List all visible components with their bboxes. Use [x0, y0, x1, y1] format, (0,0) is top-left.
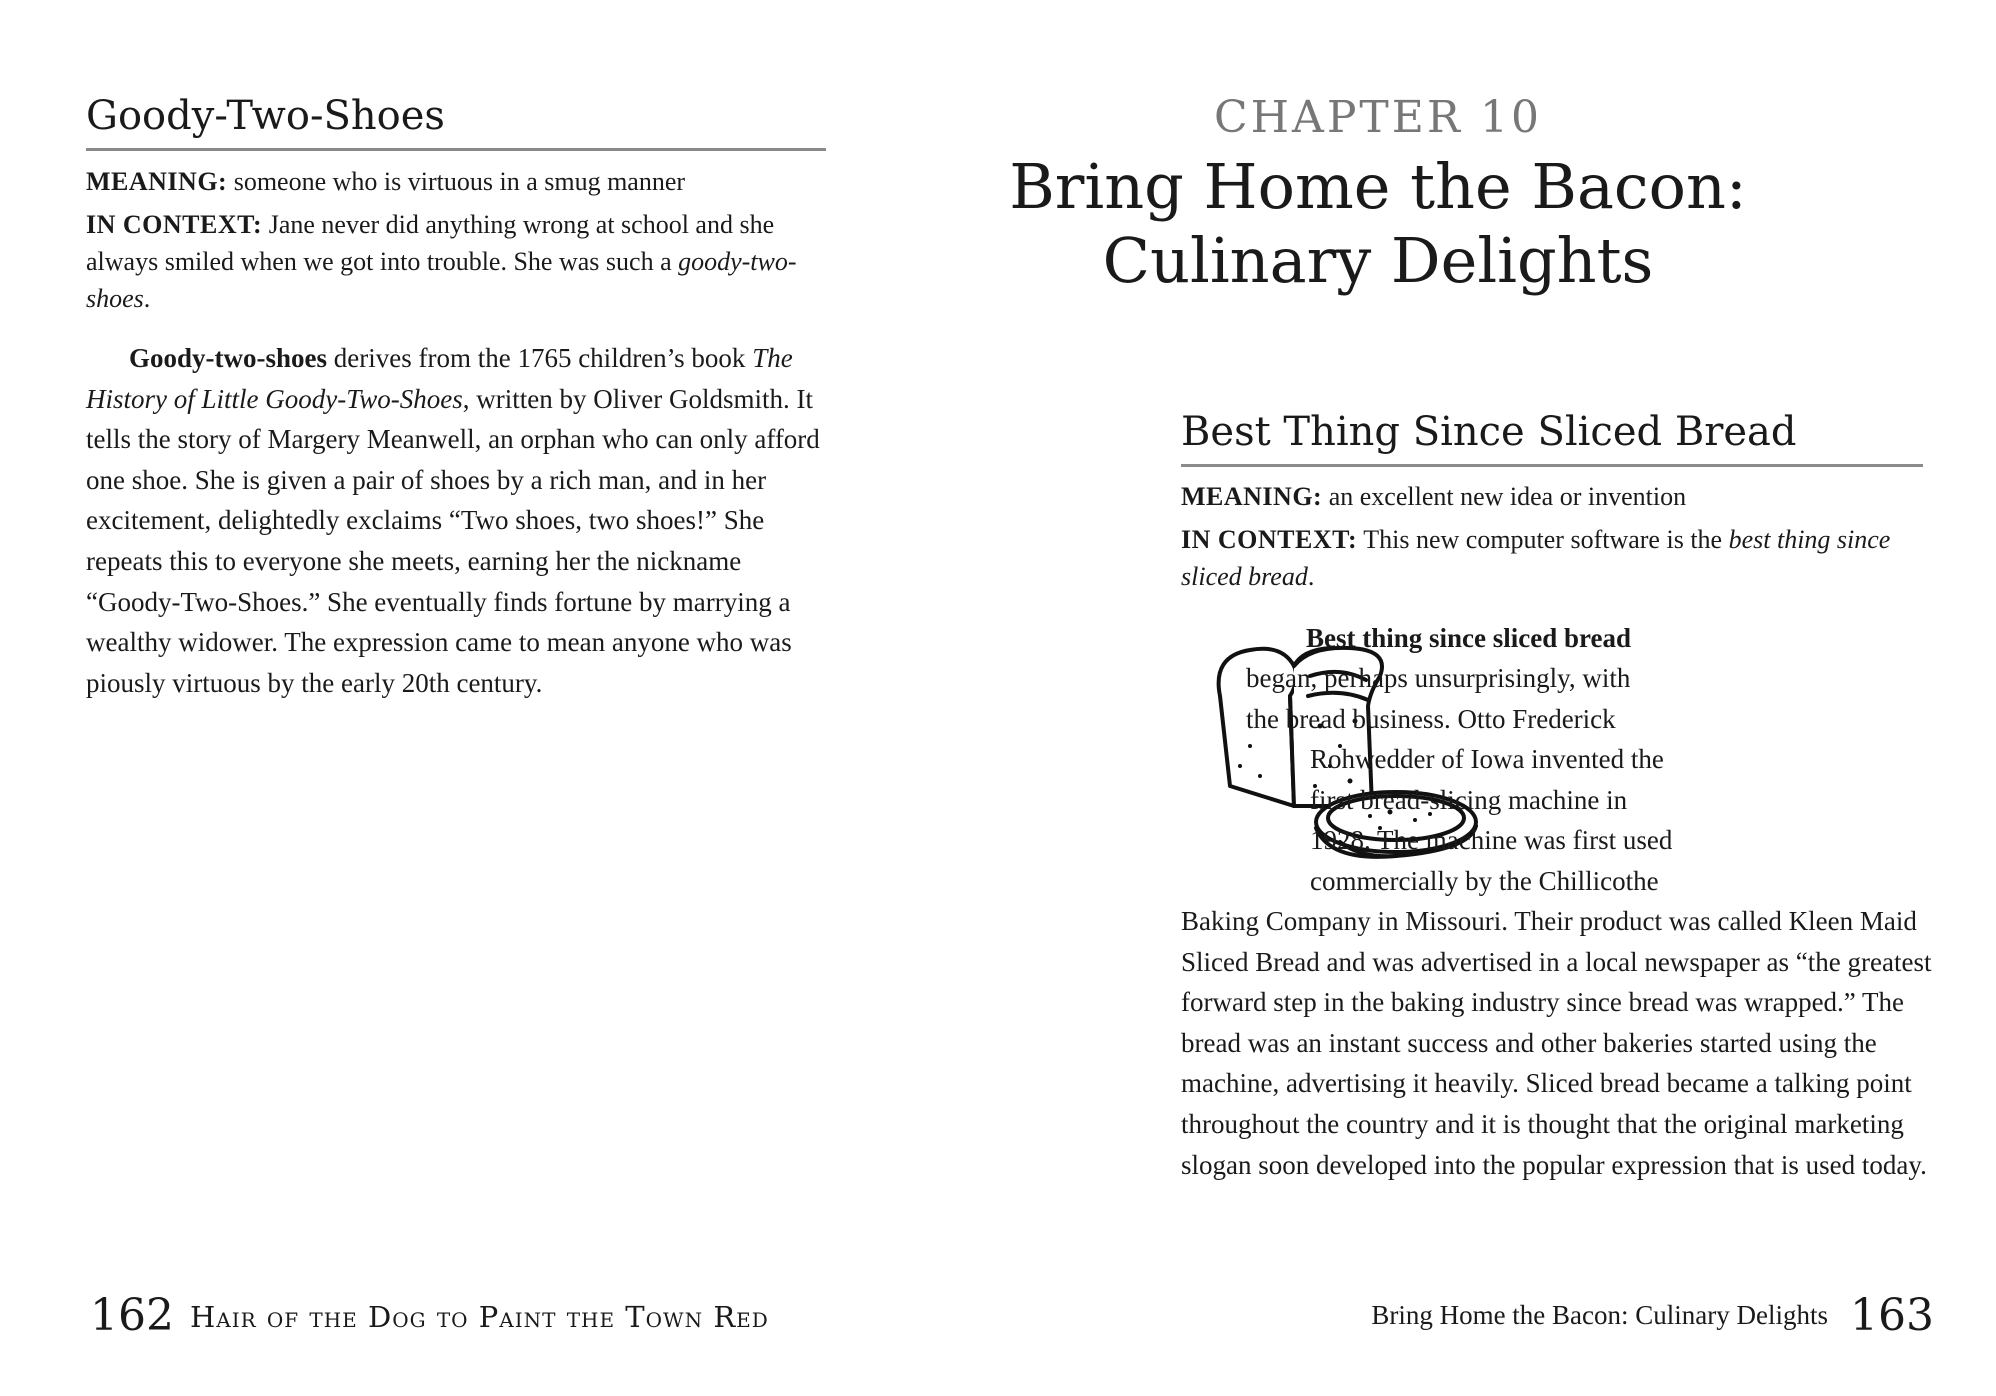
chapter-label: CHAPTER 10 [1214, 92, 1542, 143]
context-italic: goody-two-shoes [86, 247, 797, 313]
meaning-label: MEANING: [1181, 482, 1323, 511]
entry-title-sliced-bread: Best Thing Since Sliced Bread [1181, 404, 1923, 467]
meaning-line [1181, 478, 1929, 515]
meaning-text: an excellent new idea or invention [1328, 482, 1687, 511]
body-bold-term: Goody-two-shoes [129, 343, 328, 373]
wrapped-line-4: Rohwedder of Iowa invented the [1310, 744, 1664, 774]
chapter-title-line1: Bring Home the Bacon: [1009, 150, 1747, 223]
body-rest-text: Baking Company in Missouri. Their product was called Kleen Maid Sliced Bread and was advertised in a local newspaper as “the greatest forward step in the baking industry since bread was wrapped.” The bread was an instant success and other bakeries started using the machine, advertising it heavily. Sliced bread became a talking point throughout the country and it is thought that the original marketing slogan soon developed into the popular expression that is used today. [1181, 906, 1932, 1180]
context-end: . [143, 284, 151, 313]
wrapped-line-6: 1928. The machine was first used [1310, 825, 1673, 855]
wrapped-line-7: commercially by the Chillicothe [1310, 866, 1659, 896]
body-paragraph [86, 338, 834, 703]
running-head: Hair of the Dog to Paint the Town Red [190, 1300, 769, 1334]
wrapped-line-1: Best thing since sliced bread [1306, 623, 1632, 653]
context-label: IN CONTEXT: [1181, 525, 1358, 554]
meaning-label: MEANING: [86, 167, 228, 196]
book-title-italic: The History of Little Goody-Two-Shoes [86, 343, 793, 414]
definition-block [1181, 478, 1929, 601]
wrapped-line-3: the bread business. Otto Frederick [1246, 704, 1616, 734]
wrapped-line-2: began, perhaps unsurprisingly, with [1246, 663, 1631, 693]
context-text: This new computer software is the [1363, 525, 1723, 554]
context-line [86, 206, 834, 317]
context-text: Jane never did anything wrong at school and she always smiled when we got into trouble. She was such a [86, 210, 775, 276]
body-paragraph-continued [1181, 901, 1941, 1185]
running-head: Bring Home the Bacon: Culinary Delights [1371, 1300, 1828, 1330]
body-text-1: derives from the 1765 children’s book [333, 343, 746, 373]
chapter-title [828, 150, 1928, 298]
context-italic: best thing since sliced bread [1181, 525, 1891, 591]
chapter-title-line2: Culinary Delights [1102, 224, 1654, 297]
right-page [998, 0, 1996, 1396]
entry-title-goody-two-shoes: Goody-Two-Shoes [86, 88, 826, 151]
meaning-line [86, 163, 834, 200]
wrapped-line-5: first bread-slicing machine in [1310, 785, 1628, 815]
context-line [1181, 521, 1929, 595]
body-text-2: , written by Oliver Goldsmith. It tells the story of Margery Meanwell, an orphan who can only afford one shoe. She is given a pair of shoes by a rich man, and in her excitement, delightedly exclaims “Two shoes, two shoes!” She repeats this to everyone she meets, earning her the nickname “Goody-Two-Shoes.” She eventually finds fortune by marrying a wealthy widower. The expression came to mean anyone who was piously virtuous by the early 20th century. [86, 383, 820, 698]
page-number: 162 [90, 1290, 174, 1341]
meaning-text: someone who is virtuous in a smug manner [233, 167, 686, 196]
definition-block [86, 163, 834, 323]
context-end: . [1307, 562, 1315, 591]
context-label: IN CONTEXT: [86, 210, 263, 239]
page-number: 163 [1850, 1290, 1934, 1341]
